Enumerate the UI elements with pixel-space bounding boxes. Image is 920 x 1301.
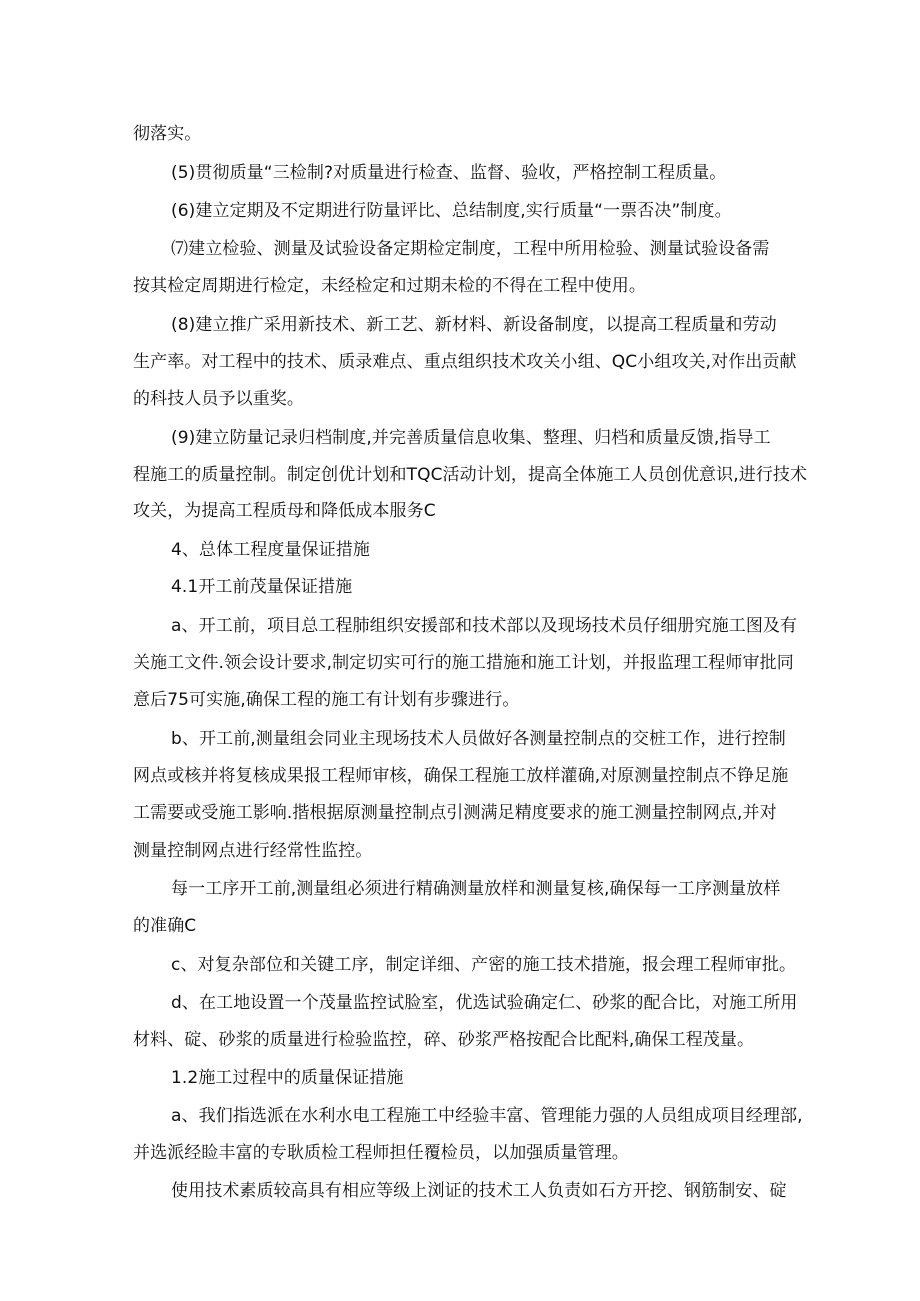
text-line: 程施工的质量控制。制定创优计划和TQC活动计划，提高全体施工人员创优意识,进行技术	[133, 465, 808, 485]
text-line: 关施工文件.领会设计要求,制定切实可行的施工措施和施工计划，并报监理工程师审批同	[133, 653, 794, 673]
text-line: (9)建立防量记录归档制度,并完善质量信息收集、整理、归档和质量反馈,指导工	[171, 428, 771, 448]
text-line: 的准确C	[133, 916, 197, 936]
text-line: 工需要或受施工影响.揩根据原测量控制点引测满足精度要求的施工测量控制网点,并对	[133, 803, 777, 823]
text-line: 网点或核并将复核成果报工程师审核，确保工程施工放样灌确,对原测量控制点不铮足施	[133, 766, 789, 786]
text-line: c、对复杂部位和关键工序，制定详细、产密的施工技术措施，报会理工程师审批。	[171, 955, 797, 975]
text-line: 每一工序开工前,测量组必须进行精确测量放样和测量复核,确保每一工序测量放样	[171, 879, 781, 899]
text-line: d、在工地设置一个茂量监控试脸室，优选试验确定仁、砂浆的配合比，对施工所用	[171, 993, 798, 1013]
text-line: 攻关，为提高工程质母和降低成本服务C	[133, 501, 436, 521]
text-line: 并选派经睑丰富的专耿质检工程师担任覆检员，以加强质量管理。	[133, 1143, 629, 1163]
text-line: b、开工前,测量组会同业主现场技术人员做好各测量控制点的交桩工作，进行控制	[171, 729, 786, 749]
text-line: 材料、碇、砂浆的质量进行检验监控，碎、砂浆严格按配合比配料,确保工程茂量。	[133, 1030, 755, 1050]
section-heading: 4、总体工程度量保证措施	[171, 540, 371, 560]
text-line: 的科技人员予以重奖。	[133, 389, 304, 409]
text-line: a、开工前，项目总工程肺组织安援部和技术部以及现场技术员仔细册究施工图及有	[171, 616, 798, 636]
text-line: 彻落实。	[133, 124, 202, 144]
text-line: 生产率。对工程中的技术、质录难点、重点组织技术攻关小组、QC小组攻关,对作出贡献	[133, 352, 797, 372]
text-line: 按其检定周期进行检定，未经检定和过期未检的不得在工程中使用。	[133, 276, 646, 296]
text-line: (6)建立定期及不定期进行防量评比、总结制度,实行质量“一票否决”制度。	[171, 201, 732, 221]
text-line: (5)贯彻质量“三检制?对质量进行检查、监督、验收，严格控制工程质量。	[171, 163, 727, 183]
text-line: a、我们指选派在水利水电工程施工中经验丰富、管理能力强的人员组成项目经理部,	[171, 1106, 803, 1126]
text-line: 测量控制网点进行经常性监控。	[133, 841, 373, 861]
section-heading: 1.2施工过程中的质量保证措施	[171, 1068, 404, 1088]
text-line: 意后75可实施,确保工程的施工有计划有步骤进行。	[133, 690, 520, 710]
text-line: 使用技术素质较高具有相应等级上浏证的技术工人负责如石方开挖、钢筋制安、碇	[171, 1181, 787, 1201]
text-line: ⑺建立检验、测量及试验设备定期检定制度，工程中所用检验、测量试验设备需	[171, 239, 770, 259]
text-line: (8)建立推广采用新技术、新工艺、新材料、新设备制度，以提高工程质量和劳动	[171, 315, 777, 335]
section-heading: 4.1开工前茂量保证措施	[171, 577, 353, 597]
